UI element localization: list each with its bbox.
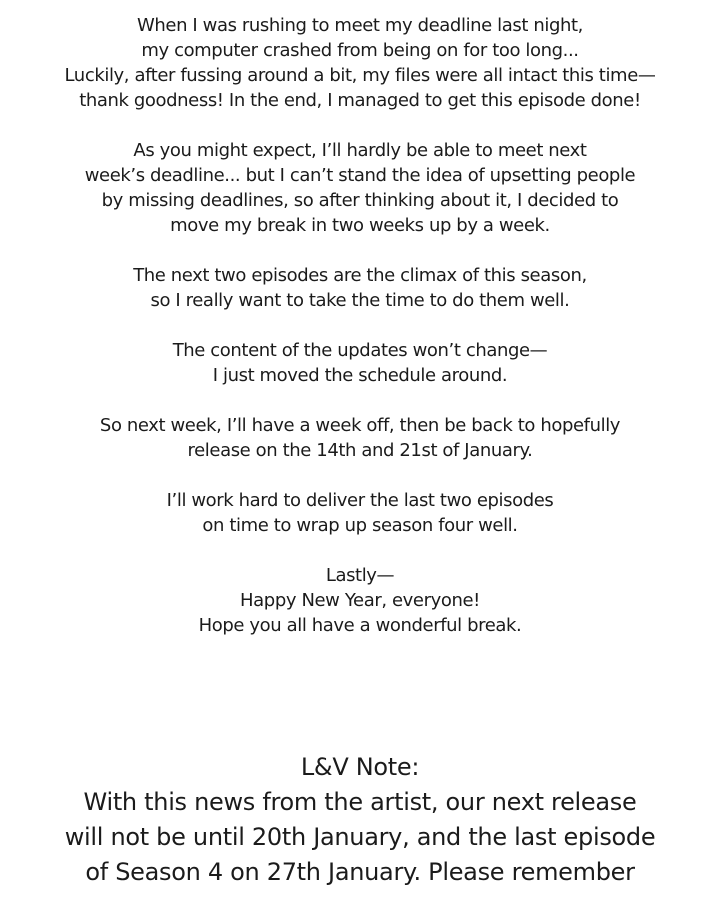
- note-line: my computer crashed from being on for too long...: [141, 40, 579, 61]
- note-line: move my break in two weeks up by a week.: [170, 215, 550, 236]
- artist-note-paragraph: [0, 413, 720, 463]
- note-line: Happy New Year, everyone!: [240, 590, 480, 611]
- note-line: thank goodness! In the end, I managed to get this episode done!: [79, 90, 641, 111]
- note-line: so I really want to take the time to do them well.: [150, 290, 570, 311]
- note-line: I just moved the schedule around.: [212, 365, 508, 386]
- artist-note-paragraph: [0, 138, 720, 238]
- note-line: release on the 14th and 21st of January.: [187, 440, 533, 461]
- note-line: on time to wrap up season four well.: [202, 515, 518, 536]
- note-line: of Season 4 on 27th January. Please remember: [85, 858, 635, 886]
- translator-note-heading: L&V Note:: [300, 753, 420, 781]
- artist-note-paragraph: [0, 338, 720, 388]
- note-line: will not be until 20th January, and the last episode: [64, 823, 656, 851]
- note-line: by missing deadlines, so after thinking about it, I decided to: [101, 190, 619, 211]
- note-line: I’ll work hard to deliver the last two episodes: [166, 490, 554, 511]
- note-line: As you might expect, I’ll hardly be able to meet next: [133, 140, 587, 161]
- note-line: So next week, I’ll have a week off, then be back to hopefully: [99, 415, 621, 436]
- artist-note-paragraph: [0, 263, 720, 313]
- note-line: Hope you all have a wonderful break.: [198, 615, 522, 636]
- note-line: week’s deadline... but I can’t stand the idea of upsetting people: [84, 165, 636, 186]
- note-line: The content of the updates won’t change—: [172, 340, 548, 361]
- note-line: Luckily, after fussing around a bit, my files were all intact this time—: [64, 65, 656, 86]
- artist-note-paragraph: [0, 488, 720, 538]
- translator-note: [0, 750, 720, 890]
- note-line: With this news from the artist, our next release: [83, 788, 637, 816]
- note-line: When I was rushing to meet my deadline last night,: [137, 15, 583, 36]
- artist-note-paragraph: [0, 13, 720, 113]
- artist-note-paragraph: [0, 563, 720, 638]
- note-line: Lastly—: [325, 565, 395, 586]
- note-line: The next two episodes are the climax of this season,: [133, 265, 587, 286]
